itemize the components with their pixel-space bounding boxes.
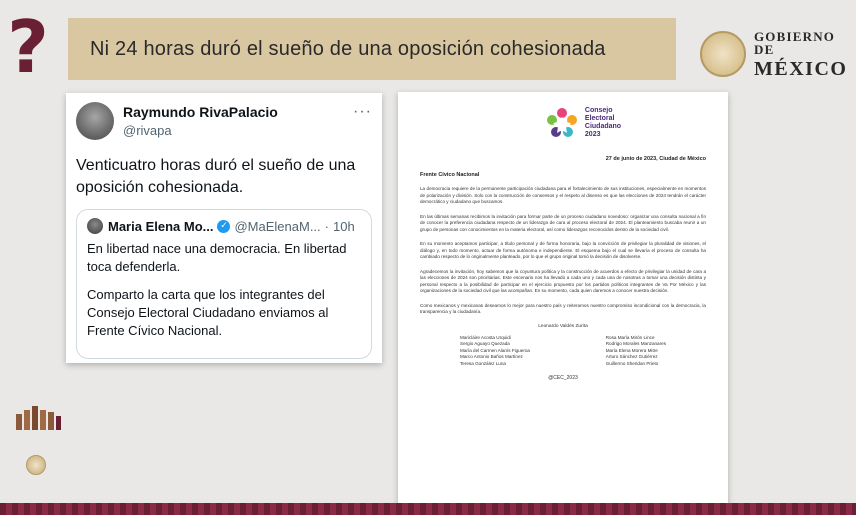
signer: Maricláire Acosta Urquidi [460,334,511,340]
signers-right [606,335,666,368]
letter-paragraph: Agradecemos la invitación, hoy sabemos que la coyuntura política y la construcción de acuerdos a efecto de privilegiar la unidad de cara a las elecciones de 2024 son prioritarias. Este escenario nos ha llevado a cada uno y cada una de nosotras a tomar una decisión distinta y personal respecto a la posibilidad de participar en el ejercicio propuesto por los partidos políticos integrantes de Va Por México y las organizaciones de la sociedad civil que las acompañan. En su momento, cada quien daremos a conocer nuestra decisión. [420,268,706,293]
quote-timestamp[interactable]: 10h [333,218,355,234]
signer: Sergio Aguayo Quezada [460,341,510,347]
headline-banner [68,18,676,80]
headline-text: Ni 24 horas duró el sueño de una oposición cohesionada [90,37,606,60]
quote-paragraph-2: Comparto la carta que los integrantes del Consejo Electoral Ciudadano enviamos al Frente Cívico Nacional. [87,287,329,338]
signer: Teresa González Luna [460,360,506,366]
gov-line1: GOBIERNO DE [754,28,836,57]
quote-text [87,240,361,340]
tweet-card[interactable] [66,93,382,363]
cec-line1: Consejo [584,107,613,114]
letter-footer-handle: @CEC_2023 [548,375,578,382]
quote-author-name[interactable]: Maria Elena Mo... [108,218,214,234]
cec-line3: Ciudadano [584,123,622,130]
signer: María del Carmen Alanís Figueroa [460,347,530,353]
letter-recipient: Frente Cívico Nacional [420,172,480,178]
author-display-name[interactable]: Raymundo RivaPalacio [123,104,278,120]
bottom-decorative-band [0,503,856,515]
signer: María Elena Morera Mitre [605,347,658,353]
tweet-header [76,101,372,141]
lead-signer: Leonardo Valdés Zurita [538,323,588,329]
quoted-tweet[interactable] [76,209,372,359]
cec-line4: 2023 [584,131,601,138]
gov-line2: MÉXICO [754,57,848,80]
quote-separator: · [324,218,329,234]
letter-document [398,92,728,515]
more-options-icon[interactable]: ··· [353,103,372,120]
signer: Rosa María Mirón Lince [605,334,655,340]
verified-badge-icon: ✓ [217,220,230,233]
signers-left [460,335,530,368]
cec-logo [460,104,706,142]
gov-wordmark [754,30,850,79]
letter-paragraph: En su momento aceptamos participar, a título personal y de forma honoraria, bajo la convicción de privilegiar la pluralidad de visiones, el diálogo y, en todo momento, actuar de forma autónoma e independiente. El esquema bajo el cual se llevaría el proceso de consulta ha cambiado respecto de lo originalmente planteado, por lo que el grupo original tomó la decisión de disolverse. [420,241,706,259]
signer: Guillermo Sheridan Prieto [605,360,659,366]
decorative-figures-icon [14,402,62,432]
signer: Arturo Sánchez Gutiérrez [605,354,658,360]
letter-date: 27 de junio de 2023, Ciudad de México [605,156,706,162]
author-names [123,104,278,138]
author-handle[interactable]: @rivapa [123,123,172,138]
signers-list [420,335,706,368]
cec-line2: Electoral [584,115,615,122]
quote-paragraph-1: En libertad nace una democracia. En libertad toca defenderla. [87,241,347,274]
tweet-text: Venticuatro horas duró el sueño de una oposición cohesionada. [76,157,356,196]
national-seal-icon [700,31,746,77]
quote-header [87,218,361,234]
quote-author-handle[interactable]: @MaElenaM... [234,218,321,234]
gobierno-de-mexico-logo [700,28,850,80]
letter-paragraph: Como mexicanos y mexicanas deseamos lo mejor para nuestro país y reiteramos nuestro compromiso incondicional con la democracia, la transparencia y la ciudadanía. [420,302,706,314]
quote-avatar[interactable] [87,218,103,234]
small-seal-icon [26,455,46,475]
question-mark-icon: ? [7,5,49,89]
letter-paragraph: La democracia requiere de la permanente participación ciudadana para el fortalecimiento de sus instituciones, especialmente en momentos de polarización y división. Solo con la construcción de consensos y el respeto al disenso es que las elecciones de 2024 tendrán el carácter democrático y ciudadano que buscamos. [420,186,706,204]
signer: Marco Antonio Baños Martínez [460,354,523,360]
letter-paragraph: En las últimas semanas recibimos la invitación para formar parte de un proceso ciudadano novedoso: organizar una consulta nacional a fin de conocer la preferencia ciudadana respecto de un liderazgo de cara al proceso electoral de 2024. El planteamiento buscaba reunir a un grupo de personas con conocimientos en la materia electoral, así como liderazgos reconocidos dentro de la sociedad civil. [420,213,706,232]
signer: Rodrigo Morales Manzanares [605,341,666,347]
avatar[interactable] [76,102,114,140]
cec-wordmark [585,107,621,139]
cec-star-icon [545,106,579,140]
